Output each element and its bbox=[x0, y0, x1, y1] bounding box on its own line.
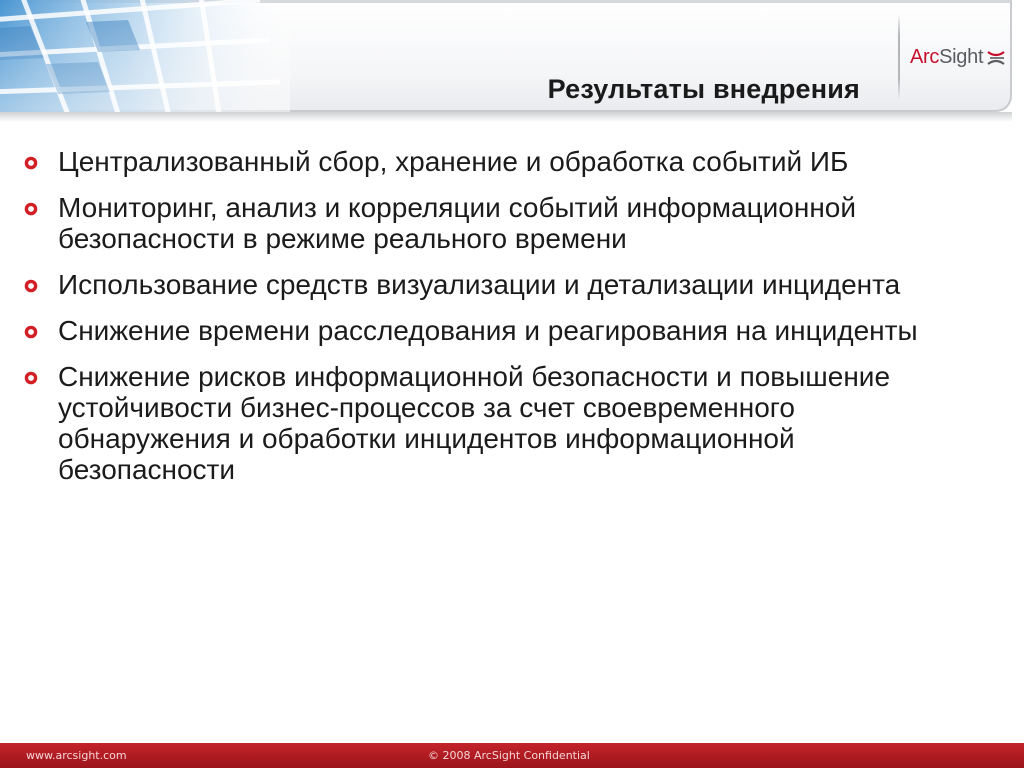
logo-mark-icon bbox=[986, 44, 1006, 72]
ring-bullet-icon bbox=[24, 279, 38, 293]
logo-wordmark bbox=[910, 46, 983, 69]
bullet-list bbox=[24, 146, 974, 500]
list-item bbox=[24, 192, 974, 254]
slide-footer bbox=[0, 743, 1024, 768]
list-item-text: Снижение времени расследования и реагирования на инциденты bbox=[58, 315, 918, 346]
ring-bullet-icon bbox=[24, 325, 38, 339]
logo-wordmark-accent: Arc bbox=[910, 46, 940, 68]
ring-bullet-icon bbox=[24, 371, 38, 385]
header-panel bbox=[0, 0, 1012, 112]
list-item bbox=[24, 146, 974, 177]
list-item bbox=[24, 315, 974, 346]
footer-copyright: © 2008 ArcSight Confidential bbox=[428, 749, 590, 762]
page-title: Результаты внедрения bbox=[547, 74, 860, 104]
list-item-text: Мониторинг, анализ и корреляции событий информационной безопасности в режиме реального времени bbox=[58, 192, 856, 254]
arcsight-logo bbox=[908, 40, 1004, 80]
list-item bbox=[24, 361, 974, 485]
list-item-text: Снижение рисков информационной безопасности и повышение устойчивости бизнес-процессов за счет своевременного обнаружения и обработки инцидентов информационной безопасности bbox=[58, 361, 891, 485]
ring-bullet-icon bbox=[24, 156, 38, 170]
list-item-text: Централизованный сбор, хранение и обработка событий ИБ bbox=[58, 146, 849, 177]
ring-bullet-icon bbox=[24, 202, 38, 216]
header-shadow bbox=[0, 112, 1012, 122]
glass-grid-graphic bbox=[0, 0, 290, 112]
logo-divider bbox=[898, 14, 900, 100]
list-item-text: Использование средств визуализации и детализации инцидента bbox=[58, 269, 901, 300]
list-item bbox=[24, 269, 974, 300]
footer-website: www.arcsight.com bbox=[26, 749, 127, 762]
logo-wordmark-rest: Sight bbox=[939, 46, 984, 68]
